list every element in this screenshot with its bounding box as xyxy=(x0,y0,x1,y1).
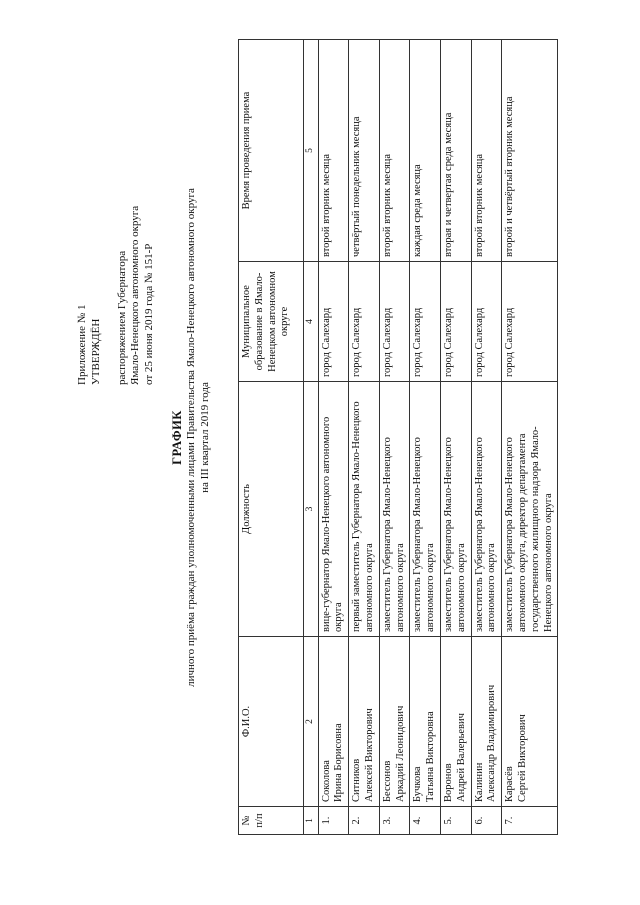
table-row xyxy=(440,40,471,835)
person-position: заместитель Губернатора Ямало-Ненецкого автономного округа xyxy=(440,382,471,637)
municipality: город Салехард xyxy=(349,262,380,382)
document-heading xyxy=(170,40,212,835)
surname: Калинин xyxy=(473,762,485,802)
document-period: на III квартал 2019 года xyxy=(198,382,211,493)
table-row xyxy=(410,40,441,835)
row-number: 7. xyxy=(502,807,558,835)
surname: Ситников xyxy=(351,758,363,802)
person-position: первый заместитель Губернатора Ямало-Ненецкого автономного округа xyxy=(349,382,380,637)
decree-date: от 25 июня 2019 года № 151-Р xyxy=(143,243,155,385)
table-header-row xyxy=(239,40,304,835)
table-row xyxy=(502,40,558,835)
header-reception-time: Время проведения приема xyxy=(239,40,304,262)
table-row xyxy=(318,40,349,835)
row-number: 4. xyxy=(410,807,441,835)
given-names: Алексей Викторович xyxy=(363,708,375,802)
table-row xyxy=(379,40,410,835)
document-title: ГРАФИК xyxy=(170,410,184,465)
municipality: город Салехард xyxy=(471,262,502,382)
surname: Карасёв xyxy=(504,766,516,802)
column-number: 2 xyxy=(304,637,319,807)
column-number: 5 xyxy=(304,40,319,262)
rotated-landscape-content xyxy=(70,40,590,835)
table-row xyxy=(349,40,380,835)
row-number: 2. xyxy=(349,807,380,835)
appendix-label: Приложение № 1 xyxy=(76,304,88,385)
person-name xyxy=(410,637,441,807)
person-position: заместитель Губернатора Ямало-Ненецкого автономного округа xyxy=(410,382,441,637)
given-names: Андрей Валерьевич xyxy=(455,713,467,802)
given-names: Александр Владимирович xyxy=(486,684,498,802)
person-name xyxy=(471,637,502,807)
person-position: вице-губернатор Ямало-Ненецкого автономного округа xyxy=(318,382,349,637)
column-number-row xyxy=(304,40,319,835)
header-position: Должность xyxy=(239,382,304,637)
given-names: Аркадий Леонидович xyxy=(394,705,406,802)
reception-time: каждая среда месяца xyxy=(410,40,441,262)
reception-time: вторая и четвертая среда месяца xyxy=(440,40,471,262)
row-number: 6. xyxy=(471,807,502,835)
person-name xyxy=(502,637,558,807)
given-names: Сергей Викторович xyxy=(516,714,528,802)
person-position: заместитель Губернатора Ямало-Ненецкого автономного округа xyxy=(471,382,502,637)
surname: Воронов xyxy=(442,763,454,802)
municipality: город Салехард xyxy=(379,262,410,382)
column-number: 1 xyxy=(304,807,319,835)
row-number: 5. xyxy=(440,807,471,835)
decree-authority: Ямало-Ненецкого автономного округа xyxy=(129,205,142,385)
document-subtitle: личного приёма граждан уполномоченными лицами Правительства Ямало-Ненецкого автономного округа xyxy=(185,188,198,687)
reception-time: второй вторник месяца xyxy=(379,40,410,262)
person-name xyxy=(318,637,349,807)
reception-time: второй и четвёртый вторник месяца xyxy=(502,40,558,262)
surname: Бессонов xyxy=(381,760,393,802)
row-number: 3. xyxy=(379,807,410,835)
decree-line: распоряжением Губернатора xyxy=(115,250,128,385)
person-position: заместитель Губернатора Ямало-Ненецкого автономного округа xyxy=(379,382,410,637)
approved-label: УТВЕРЖДЁН xyxy=(89,318,102,385)
municipality: город Салехард xyxy=(440,262,471,382)
municipality: город Салехард xyxy=(410,262,441,382)
surname: Соколова xyxy=(320,760,332,802)
reception-time: четвёртый понедельник месяца xyxy=(349,40,380,262)
column-number: 3 xyxy=(304,382,319,637)
person-position: заместитель Губернатора Ямало-Ненецкого автономного округа, директор департамента государственного жилищного надзора Ямало-Ненецкого автономного округа xyxy=(502,382,558,637)
row-number: 1. xyxy=(318,807,349,835)
header-full-name: Ф.И.О. xyxy=(239,637,304,807)
header-number: № п/п xyxy=(239,807,304,835)
given-names: Ирина Борисовна xyxy=(333,723,345,802)
municipality: город Салехард xyxy=(502,262,558,382)
header-municipality: Муниципальное образование в Ямало-Ненецком автономном округе xyxy=(239,262,304,382)
reception-time: второй вторник месяца xyxy=(471,40,502,262)
reception-time: второй вторник месяца xyxy=(318,40,349,262)
person-name xyxy=(379,637,410,807)
surname: Бучкова xyxy=(412,766,424,802)
person-name xyxy=(349,637,380,807)
municipality: город Салехард xyxy=(318,262,349,382)
given-names: Татьяна Викторовна xyxy=(425,711,437,802)
approval-block xyxy=(76,55,157,385)
person-name xyxy=(440,637,471,807)
reception-schedule-table xyxy=(238,39,558,835)
table-row xyxy=(471,40,502,835)
column-number: 4 xyxy=(304,262,319,382)
